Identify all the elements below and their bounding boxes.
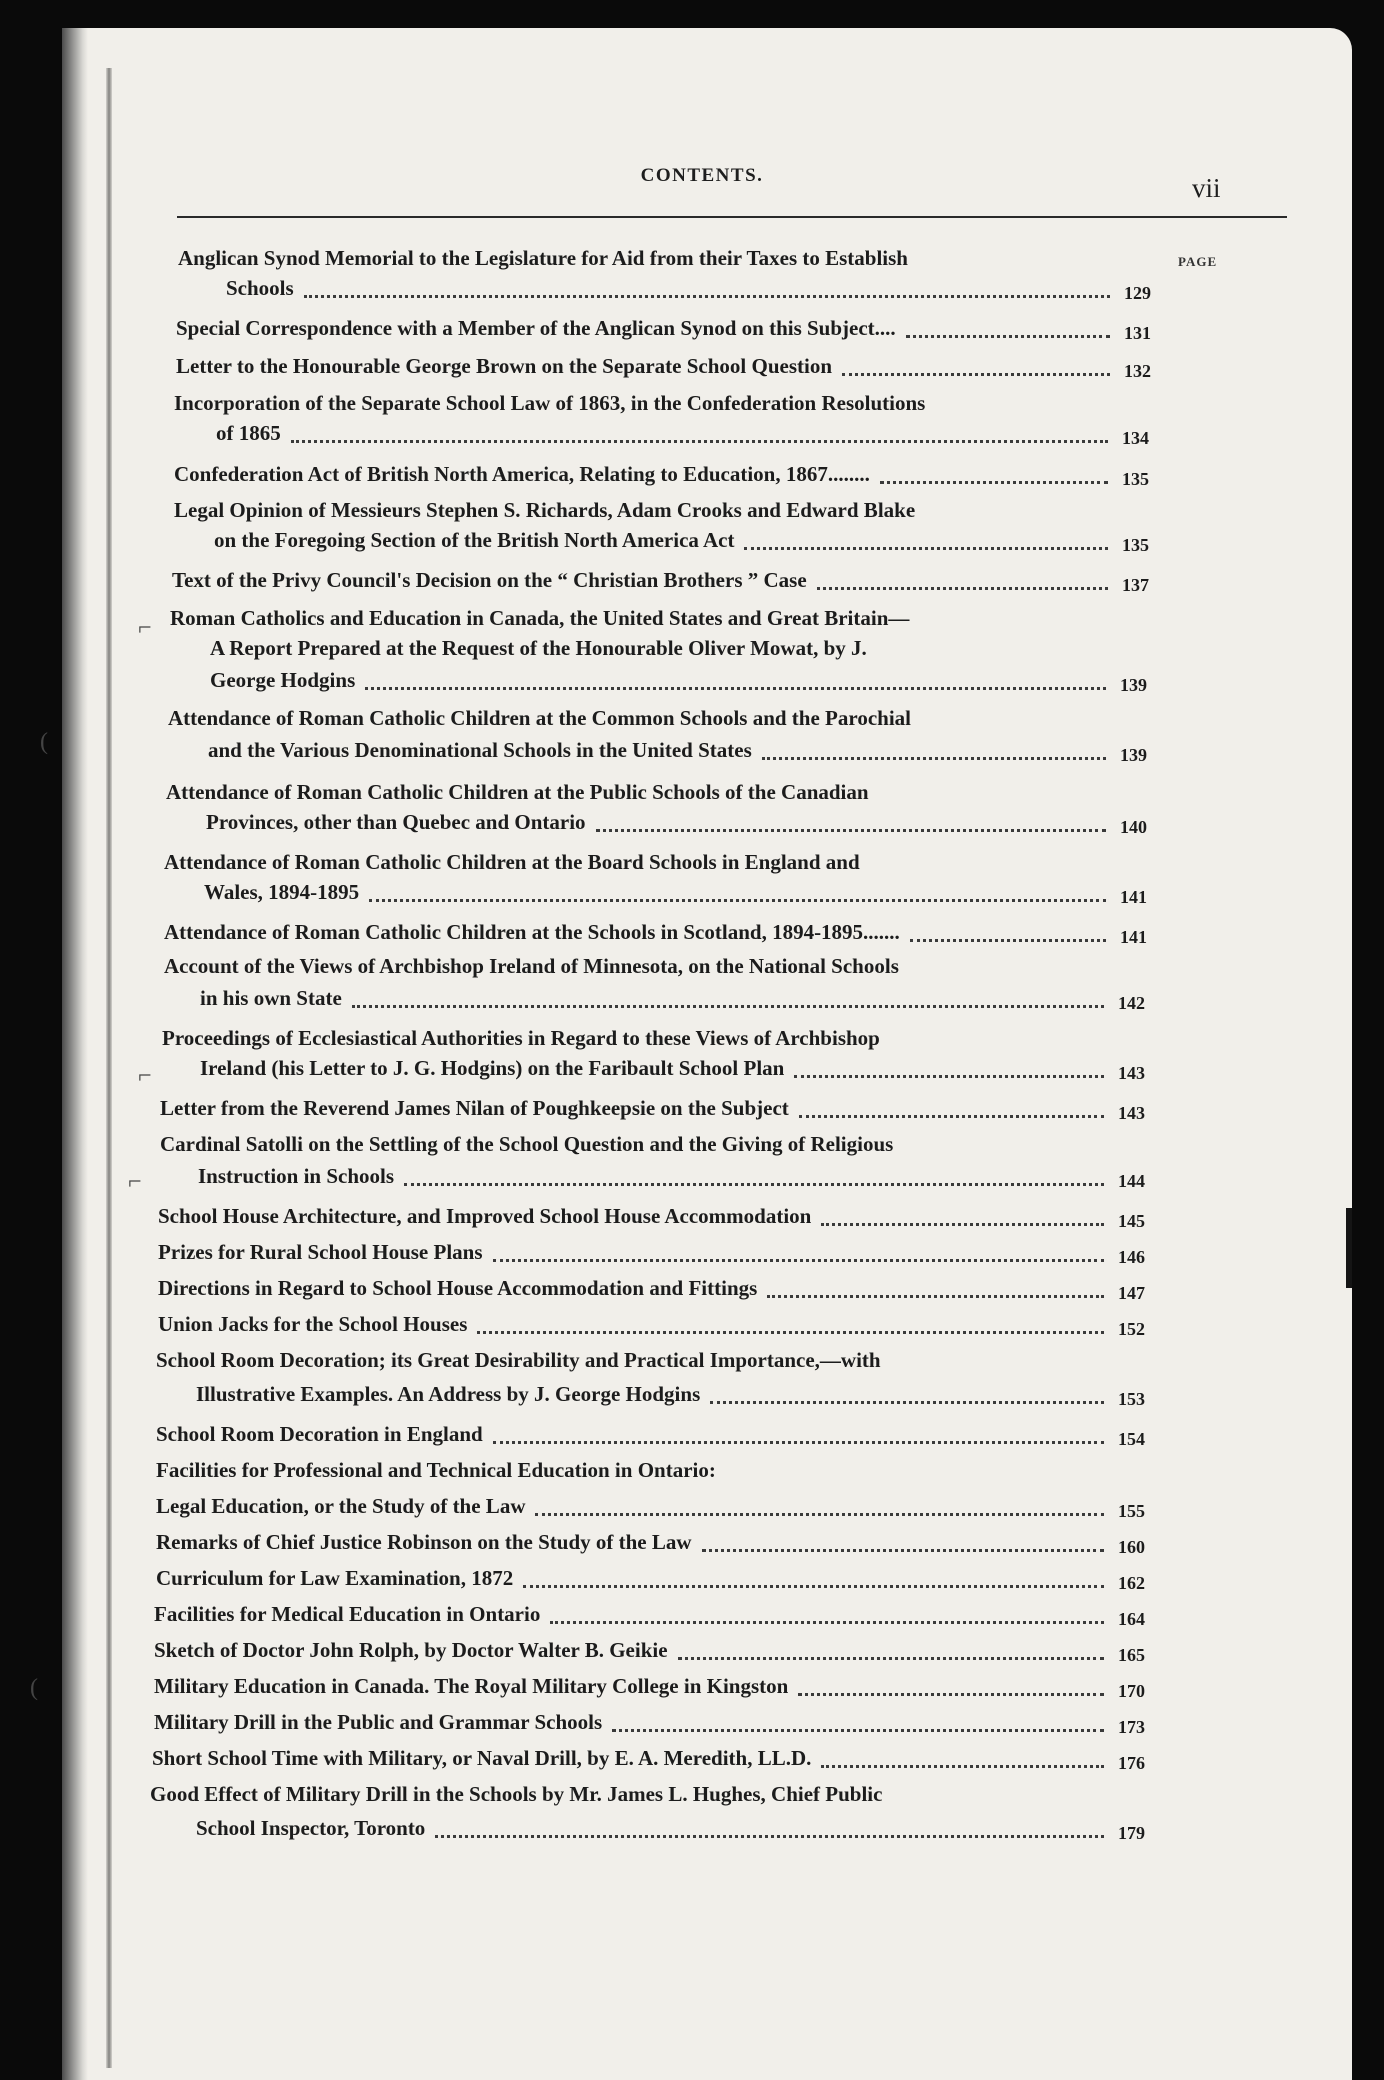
toc-entry-title: Prizes for Rural School House Plans (158, 1240, 483, 1264)
toc-entry-title: Remarks of Chief Justice Robinson on the Study of the Law (156, 1530, 692, 1554)
book-page (30, 28, 1352, 2080)
toc-page-number: 164 (1118, 1609, 1145, 1629)
dot-leader (678, 1654, 1104, 1660)
dot-leader (535, 1510, 1104, 1516)
toc-page-number: 162 (1118, 1573, 1145, 1593)
dot-leader (817, 584, 1108, 590)
dot-leader (365, 684, 1106, 690)
toc-entry-title: School House Architecture, and Improved School House Accommodation (158, 1204, 812, 1228)
margin-pencil-mark: ( (40, 729, 48, 755)
running-head-title: CONTENTS. (640, 165, 764, 186)
margin-pencil-mark: ⌐ (138, 615, 152, 641)
toc-entry-title: Military Education in Canada. The Royal Military College in Kingston (154, 1674, 789, 1698)
toc-entry-title-continued: Provinces, other than Quebec and Ontario (206, 810, 586, 834)
toc-entry-title: Facilities for Professional and Technical Education in Ontario: (156, 1458, 716, 1482)
dot-leader (794, 1072, 1104, 1078)
toc-entry-title: Confederation Act of British North America, Relating to Education, 1867........ (174, 462, 870, 486)
spine-shadow (62, 28, 88, 2080)
toc-entry-title: School Room Decoration in England (156, 1422, 483, 1446)
toc-entry-title: Letter to the Honourable George Brown on the Separate School Question (176, 354, 833, 378)
toc-entry-title-continued: Ireland (his Letter to J. G. Hodgins) on the Faribault School Plan (200, 1056, 785, 1080)
toc-page-number: 142 (1118, 993, 1145, 1013)
toc-page-number: 131 (1124, 323, 1151, 343)
toc-entry-title-continued: George Hodgins (210, 668, 356, 692)
toc-page-number: 143 (1118, 1103, 1145, 1123)
toc-entry-title: Directions in Regard to School House Accommodation and Fittings (158, 1276, 758, 1300)
toc-page-number: 134 (1122, 428, 1149, 448)
toc-entry-title: Proceedings of Ecclesiastical Authorities in Regard to these Views of Archbishop (162, 1026, 880, 1050)
dot-leader (523, 1582, 1104, 1588)
dot-leader (291, 437, 1108, 443)
toc-page-number: 160 (1118, 1537, 1145, 1557)
toc-entry-title: School Room Decoration; its Great Desirability and Practical Importance,—with (156, 1348, 881, 1372)
toc-entry-title-continued: Schools (226, 276, 294, 300)
toc-page-number: 129 (1124, 283, 1151, 303)
toc-page-number: 176 (1118, 1753, 1145, 1773)
dot-leader (550, 1618, 1104, 1624)
toc-page-number: 147 (1118, 1283, 1145, 1303)
toc-page-number: 145 (1118, 1211, 1145, 1231)
toc-entry-title-continued: Wales, 1894-1895 (204, 880, 360, 904)
dot-leader (612, 1726, 1104, 1732)
toc-entry-title: Special Correspondence with a Member of the Anglican Synod on this Subject.... (176, 316, 896, 340)
dot-leader (710, 1398, 1104, 1404)
toc-entry-title-continued: A Report Prepared at the Request of the Honourable Oliver Mowat, by J. (210, 636, 867, 660)
toc-entry-title: Short School Time with Military, or Naval Drill, by E. A. Meredith, LL.D. (152, 1746, 812, 1770)
page-column-label: PAGE (1178, 254, 1218, 269)
toc-page-number: 135 (1122, 469, 1149, 489)
dot-leader (821, 1220, 1104, 1226)
dot-leader (493, 1438, 1104, 1444)
toc-entry-title: Sketch of Doctor John Rolph, by Doctor Walter B. Geikie (154, 1638, 668, 1662)
toc-page-number: 139 (1120, 675, 1147, 695)
toc-entry-title: Attendance of Roman Catholic Children at the Public Schools of the Canadian (166, 780, 869, 804)
toc-entry-title: Legal Opinion of Messieurs Stephen S. Richards, Adam Crooks and Edward Blake (174, 498, 916, 522)
page-number: vii (1192, 173, 1221, 203)
page-edge-mark (1346, 1208, 1352, 1288)
toc-entry-title: Incorporation of the Separate School Law of 1863, in the Confederation Resolutions (174, 391, 926, 415)
toc-entry-title: Anglican Synod Memorial to the Legislature for Aid from their Taxes to Establish (178, 246, 908, 270)
toc-entry-title: Legal Education, or the Study of the Law (156, 1494, 526, 1518)
dot-leader (906, 332, 1110, 338)
toc-page-number: 143 (1118, 1063, 1145, 1083)
spine-fold-line (106, 68, 112, 2068)
margin-pencil-mark: ( (30, 1675, 38, 1701)
toc-page-number: 141 (1120, 927, 1147, 947)
toc-page-number: 155 (1118, 1501, 1145, 1521)
toc-entry-title: Attendance of Roman Catholic Children at the Board Schools in England and (164, 850, 860, 874)
dot-leader (799, 1112, 1104, 1118)
toc-entry-title: Facilities for Medical Education in Ontario (154, 1602, 541, 1626)
toc-page-number: 173 (1118, 1717, 1145, 1737)
toc-entry-title: Attendance of Roman Catholic Children at the Schools in Scotland, 1894-1895....... (164, 920, 900, 944)
toc-page-number: 132 (1124, 361, 1151, 381)
toc-entry-title: Text of the Privy Council's Decision on the “ Christian Brothers ” Case (172, 568, 807, 592)
toc-page-number: 154 (1118, 1429, 1145, 1449)
toc-page-number: 144 (1118, 1171, 1145, 1191)
dot-leader (744, 544, 1108, 550)
dot-leader (821, 1762, 1104, 1768)
toc-entry-title-continued: School Inspector, Toronto (196, 1816, 426, 1840)
toc-entry-title: Military Drill in the Public and Grammar Schools (154, 1710, 603, 1734)
dot-leader (404, 1180, 1104, 1186)
toc-page-number: 179 (1118, 1823, 1145, 1843)
toc-entry-title: Good Effect of Military Drill in the Schools by Mr. James L. Hughes, Chief Public (150, 1782, 883, 1806)
toc-entry-title: Roman Catholics and Education in Canada, the United States and Great Britain— (170, 606, 910, 630)
dot-leader (880, 478, 1108, 484)
dot-leader (702, 1546, 1104, 1552)
dot-leader (435, 1832, 1104, 1838)
toc-page-number: 140 (1120, 817, 1147, 837)
dot-leader (352, 1002, 1104, 1008)
toc-page-number: 153 (1118, 1389, 1145, 1409)
toc-entry-title: Union Jacks for the School Houses (158, 1312, 468, 1336)
toc-page-number: 137 (1122, 575, 1149, 595)
dot-leader (596, 826, 1106, 832)
toc-entry-title-continued: on the Foregoing Section of the British North America Act (214, 528, 735, 552)
margin-pencil-mark: ⌐ (128, 1169, 142, 1195)
dot-leader (304, 292, 1110, 298)
toc-page-number: 135 (1122, 535, 1149, 555)
dot-leader (762, 754, 1106, 760)
toc-entry-title: Letter from the Reverend James Nilan of Poughkeepsie on the Subject (160, 1096, 789, 1120)
toc-page-number: 146 (1118, 1247, 1145, 1267)
dot-leader (767, 1292, 1104, 1298)
toc-entry-title-continued: Illustrative Examples. An Address by J. George Hodgins (196, 1382, 701, 1406)
toc-page-number: 139 (1120, 745, 1147, 765)
toc-page-number: 165 (1118, 1645, 1145, 1665)
toc-entry-title: Cardinal Satolli on the Settling of the School Question and the Giving of Religious (160, 1132, 894, 1156)
dot-leader (369, 896, 1106, 902)
header-rule (177, 216, 1287, 218)
toc-entry-title: Attendance of Roman Catholic Children at the Common Schools and the Parochial (168, 706, 911, 730)
dot-leader (477, 1328, 1104, 1334)
toc-page-number: 152 (1118, 1319, 1145, 1339)
toc-entry-title-continued: and the Various Denominational Schools in the United States (208, 738, 752, 762)
dot-leader (798, 1690, 1104, 1696)
toc-page-number: 141 (1120, 887, 1147, 907)
toc-page-number: 170 (1118, 1681, 1145, 1701)
dot-leader (842, 370, 1110, 376)
toc-entry-title-continued: in his own State (200, 986, 342, 1010)
toc-entry-title-continued: of 1865 (216, 421, 281, 445)
dot-leader (910, 936, 1106, 942)
toc-entry-title: Account of the Views of Archbishop Ireland of Minnesota, on the National Schools (164, 954, 899, 978)
dot-leader (493, 1256, 1104, 1262)
toc-entry-title: Curriculum for Law Examination, 1872 (156, 1566, 514, 1590)
toc-entry-title-continued: Instruction in Schools (198, 1164, 395, 1188)
margin-pencil-mark: ⌐ (138, 1063, 152, 1089)
